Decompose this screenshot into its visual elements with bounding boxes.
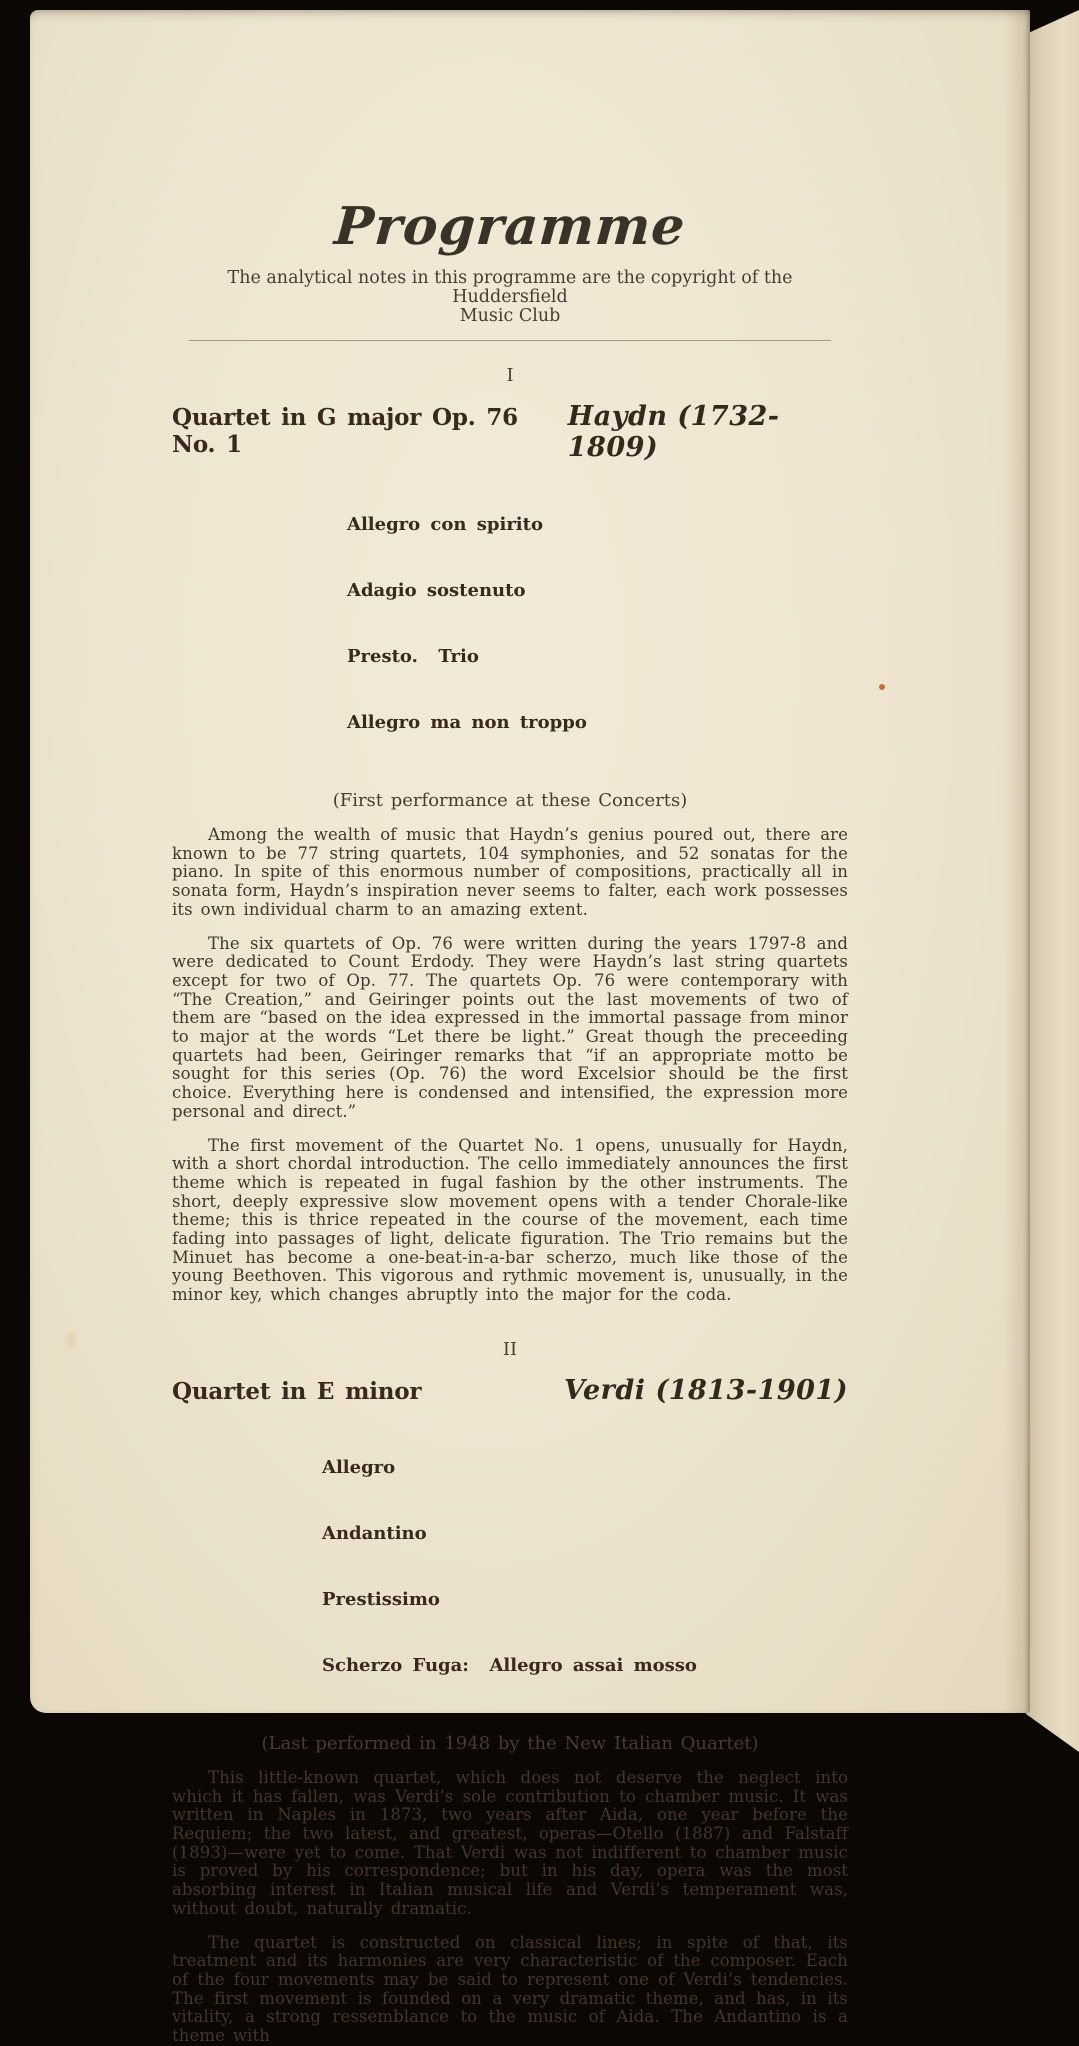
programme-note-paragraph: The quartet is constructed on classical lines; in spite of that, its treatment and its harmonies are very characteristic of the composer. Each of the four movements may be said to represent one of Verdi’s tendencies. The first movement is founded on a very dramatic theme, and has, in its vitality, a strong ressemblance to the music of Aida. The Andantino is a theme with: [172, 1932, 848, 2046]
performance-note: (First performance at these Concerts): [332, 790, 688, 811]
section-numeral: I: [506, 365, 514, 386]
work-title: Quartet in G major Op. 76 No. 1: [172, 404, 518, 458]
horizontal-rule: [189, 340, 831, 341]
movement-item: Allegro: [322, 1456, 396, 1478]
programme-note-paragraph: This little-known quartet, which does not deserve the neglect into which it has fallen, was Verdi’s sole contribution to chamber music. It was written in Naples in 1873, two years after Aida, one year before the Requiem; the two latest, and greatest, operas—Otello (1887) and Falstaff (1893)—were yet to come. That Verdi was not indifferent to chamber music is proved by his correspondence; but in his day, opera was the most absorbing interest in Italian musical life and Verdi’s temperament was, without doubt, naturally dramatic.: [172, 1767, 848, 1918]
movement-item: Presto. Trio: [347, 646, 479, 667]
copyright-line-1: The analytical notes in this programme are the copyright of the Huddersfield: [227, 268, 793, 307]
page-title: Programme: [332, 196, 688, 257]
performance-note: (Last performed in 1948 by the New Italian Quartet): [261, 1732, 759, 1754]
section-numeral: II: [502, 1338, 518, 1360]
programme-note-paragraph: Among the wealth of music that Haydn’s genius poured out, there are known to be 77 string quartets, 104 symphonies, and 52 sonatas for the piano. In spite of this enormous number of compositions, practically all in sonata form, Haydn’s inspiration never seems to falter, each work possesses its own individual charm to an amazing extent.: [172, 825, 848, 919]
programme-note-paragraph: The six quartets of Op. 76 were written during the years 1797-8 and were dedicated to Count Erdody. They were Haydn’s last string quartets except for two of Op. 77. The quartets Op. 76 were contemporary with “The Creation,” and Geiringer points out the last movements of two of them are “based on the idea expressed in the immortal passage from minor to major at the words “Let there be light.” Great though the preceeding quartets had been, Geiringer remarks that “if an appropriate motto be sought for this series (Op. 76) the word Excelsior should be the first choice. Everything here is condensed and intensified, the expression more personal and direct.”: [172, 933, 848, 1121]
movement-list: [322, 1413, 848, 1721]
composer-name: Haydn (1732-1809): [567, 401, 780, 463]
page-content: [172, 10, 848, 2046]
movement-item: Andantino: [322, 1522, 427, 1544]
copyright-line-2: Music Club: [459, 306, 561, 326]
section-verdi: [172, 1339, 848, 2046]
programme-note-paragraph: The first movement of the Quartet No. 1 opens, unusually for Haydn, with a short chordal introduction. The cello immediately announces the first theme which is repeated in fugal fashion by the other instruments. The short, deeply expressive slow movement opens with a tender Chorale-like theme; this is thrice repeated in the course of the movement, each time fading into passages of light, delicate figuration. The Trio remains but the Minuet has become a one-beat-in-a-bar scherzo, much like those of the young Beethoven. This vigorous and rythmic movement is, unusually, in the minor key, which changes abruptly into the major for the coda.: [172, 1135, 848, 1305]
ink-speck: [879, 684, 885, 690]
work-heading-row: [172, 1375, 848, 1406]
copyright-note: [172, 269, 848, 326]
section-haydn: [172, 365, 848, 1305]
movement-list: [347, 470, 848, 778]
movement-item: Prestissimo: [322, 1588, 440, 1610]
composer-name: Verdi (1813-1901): [564, 1374, 848, 1406]
paper-stain: [66, 1332, 76, 1348]
movement-item: Adagio sostenuto: [347, 580, 526, 601]
movement-item: Scherzo Fuga: Allegro assai mosso: [322, 1654, 697, 1676]
movement-item: Allegro con spirito: [347, 514, 543, 535]
movement-item: Allegro ma non troppo: [347, 712, 587, 733]
programme-page: [30, 10, 1030, 2046]
work-heading-row: [172, 401, 848, 463]
back-page-edge: [1026, 0, 1079, 1752]
work-title: Quartet in E minor: [172, 1377, 422, 1405]
